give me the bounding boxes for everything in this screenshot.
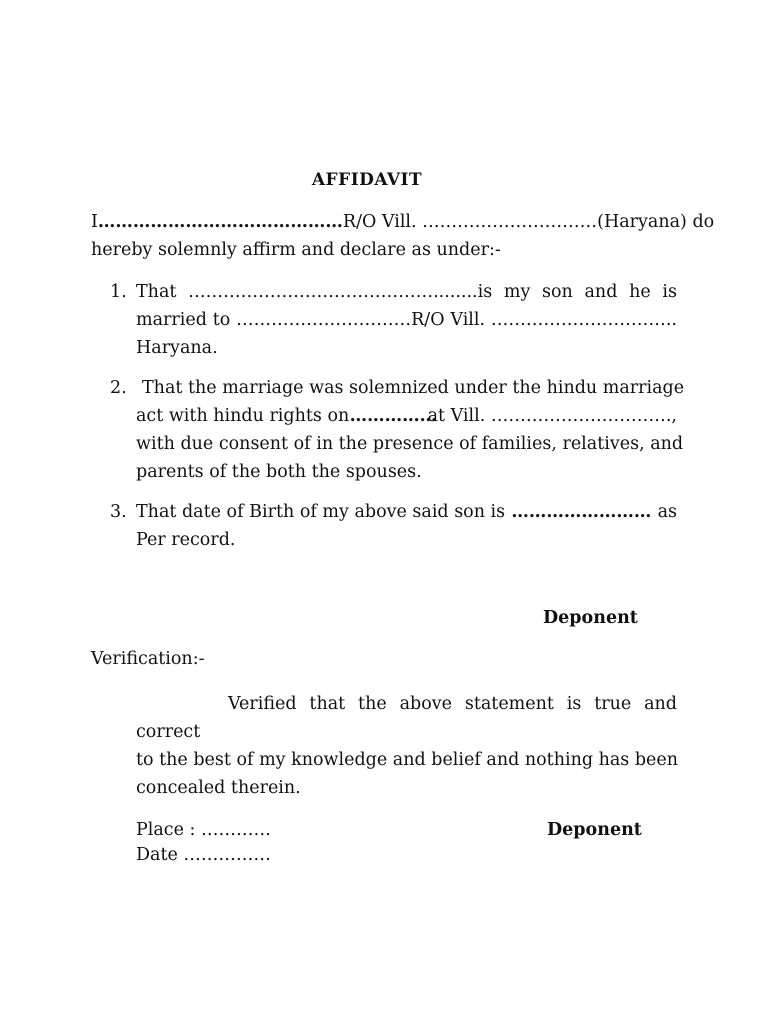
deponent-signature-top: Deponent: [543, 608, 638, 628]
place-field: Place : …………: [136, 820, 271, 840]
item-line: Per record.: [136, 530, 236, 550]
text: to the best of my knowledge and belief and nothing has been: [136, 750, 679, 770]
residence-text: R/O Vill. …………………………(Haryana) do: [342, 212, 715, 232]
word: my: [503, 282, 531, 302]
document-title: AFFIDAVIT: [311, 170, 423, 190]
word: is: [662, 282, 677, 302]
verification-label: Verification:-: [91, 649, 205, 669]
item-body: [136, 498, 677, 554]
text: That the marriage was solemnized under the hindu marriage: [142, 378, 685, 398]
item-line: [136, 430, 684, 458]
name-blank: ……………………………………: [97, 212, 343, 232]
word: married: [136, 310, 207, 330]
word: That: [136, 282, 177, 302]
intro-line-2: hereby solemnly affirm and declare as under:-: [91, 240, 501, 260]
verification-line: [136, 746, 677, 774]
intro-paragraph: [91, 208, 715, 264]
item-line: [136, 498, 677, 526]
word: he: [629, 282, 651, 302]
item-number: 1.: [110, 282, 127, 302]
son-name-blank: ……………………………………........is: [188, 282, 493, 302]
intro-line-1: [91, 208, 715, 236]
word: and: [584, 282, 618, 302]
spouse-name-blank: …………………………R/O: [236, 310, 445, 330]
item-body: [136, 278, 677, 362]
verification-line: Verified that the above statement is true and correct: [136, 694, 677, 742]
text: at Vill. ………………………….,: [427, 406, 677, 426]
item-line: [136, 278, 677, 306]
deponent-signature-bottom: Deponent: [547, 820, 642, 840]
item-line: [136, 374, 685, 402]
intro-pronoun: I: [91, 212, 98, 232]
item-line: Haryana.: [136, 338, 218, 358]
word: son: [542, 282, 573, 302]
item-line: parents of the both the spouses.: [136, 462, 422, 482]
village-blank: …………………………..: [490, 310, 677, 330]
date-field: Date ……………: [136, 845, 271, 865]
item-number: 2.: [110, 378, 127, 398]
word: Vill.: [450, 310, 486, 330]
text: as: [657, 502, 677, 522]
text: act with hindu rights on: [136, 406, 350, 426]
item-line: [136, 306, 677, 334]
item-number: 3.: [110, 502, 127, 522]
text: That date of Birth of my above said son is: [136, 502, 506, 522]
verification-body: [136, 690, 677, 802]
dob-blank: ……………………: [511, 502, 652, 522]
item-line: [136, 402, 677, 430]
text: with due consent of in the presence of families, relatives, and: [136, 434, 684, 454]
word: to: [212, 310, 231, 330]
marriage-date-blank: ……………: [349, 406, 438, 426]
verification-line: concealed therein.: [136, 778, 301, 798]
item-body: [136, 374, 685, 486]
